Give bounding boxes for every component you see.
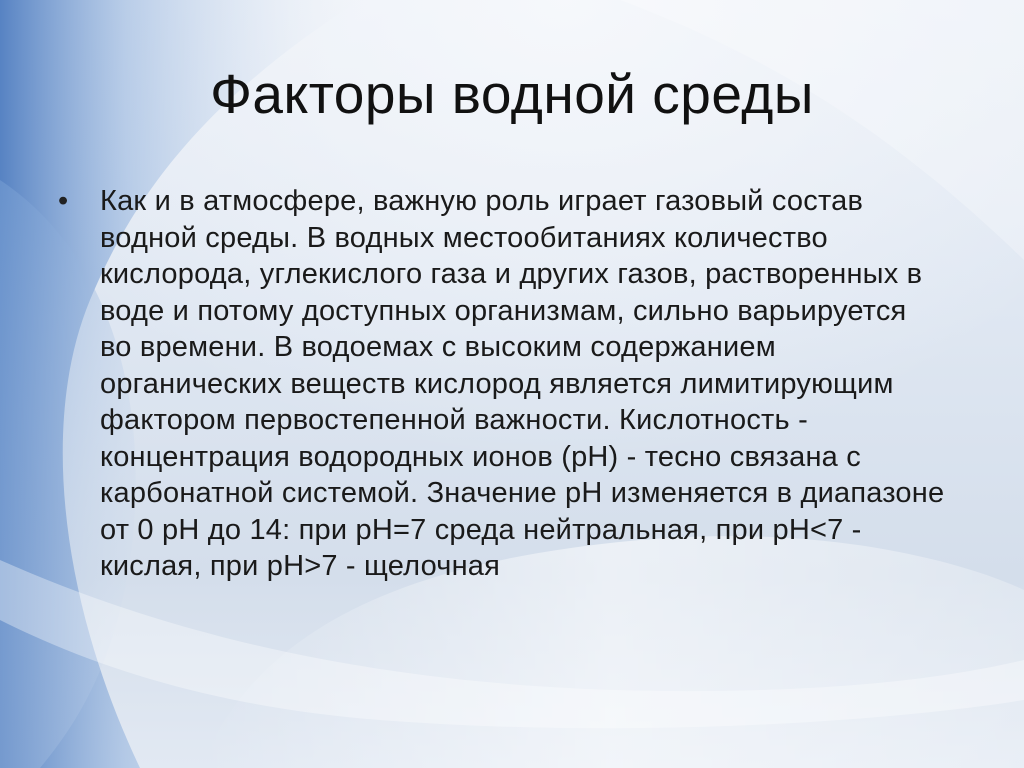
bullet-point-icon: • bbox=[58, 185, 69, 217]
bullet-item bbox=[58, 183, 958, 585]
slide-title: Факторы водной среды bbox=[210, 63, 814, 125]
bullet-text: Как и в атмосфере, важную роль играет газовый состав водной среды. В водных местообитаниях количество кислорода, углекислого газа и других газов, растворенных в воде и потому доступных организмам, сильно варьируется во времени. В водоемах с высоким содержанием органических веществ кислород является лимитирующим фактором первостепенной важности. Кислотность - концентрация водородных ионов (pH) - тесно связана с карбонатной системой. Значение pH изменяется в диапазоне от 0 pH до 14: при pH=7 среда нейтральная, при pH<7 - кислая, при pH>7 - щелочная bbox=[100, 185, 945, 582]
slide-body bbox=[58, 183, 958, 585]
